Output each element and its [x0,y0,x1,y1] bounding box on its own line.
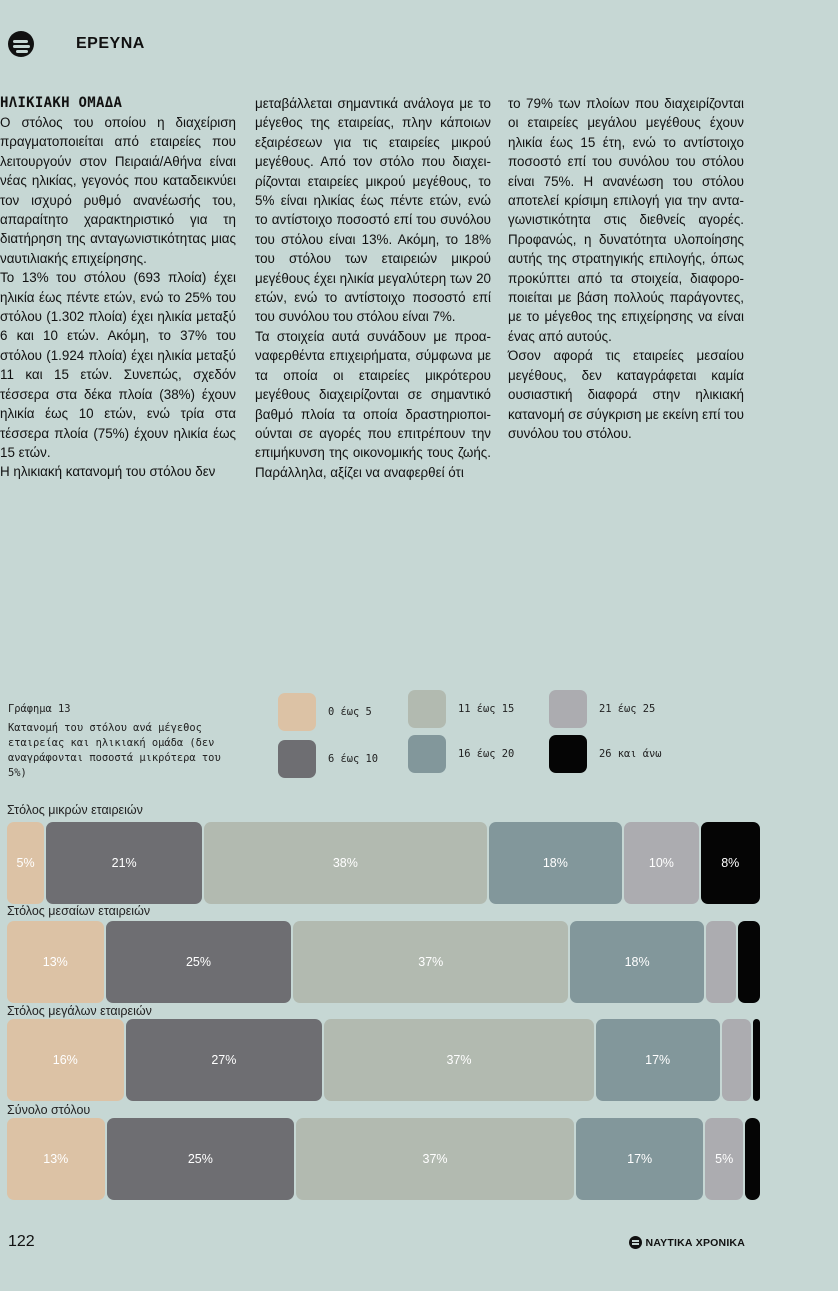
bar-data-label: 17% [627,1152,653,1166]
bar-segment [596,1019,720,1101]
bar-segment [204,822,486,904]
row-label: Στόλος μεγάλων εταιρειών [7,1004,152,1018]
legend-item [549,735,662,773]
bar-data-label: 10% [648,856,674,870]
article-column-3 [508,94,744,443]
bar-data-label: 25% [187,1152,213,1166]
bar-segment [7,1019,124,1101]
chart-number: Γράφημα 13 [8,703,71,715]
bar-data-label: 38% [332,856,358,870]
bar-segment [7,921,104,1003]
bar-data-label: 25% [185,955,211,969]
bar-segment [107,1118,295,1200]
bar-data-label: 8% [721,856,740,870]
bar-data-label: 17% [645,1053,671,1067]
legend-swatch [549,690,587,728]
footer-brand [629,1236,745,1249]
bar-data-label: 16% [52,1053,78,1067]
paragraph: Ο στόλος του οποίου η διαχείριση πραγματοποιείται από εταιρείες που λειτουργούν στον Πειραιά/Αθήνα είναι νέας ηλικίας, γεγονός που καταδεικνύει τον ισχυρό ρυθμό ανανέωσής του, απαραίτητο χαρακτηριστικό για τη διατήρηση της ανταγωνιστικότητας μιας ναυτιλιακής επιχείρησης. [0,115,236,266]
bar-segment [576,1118,704,1200]
bar-segment [753,1019,760,1101]
ship-logo-icon [629,1236,642,1249]
legend-item [278,740,378,778]
legend-swatch [408,735,446,773]
bar-data-label: 18% [542,856,568,870]
bar-segment [705,1118,743,1200]
legend-swatch [549,735,587,773]
bar-data-label: 27% [211,1053,237,1067]
chart-caption [8,702,238,781]
bar-segment [293,921,568,1003]
bar-segment [570,921,704,1003]
bar-data-label: 5% [715,1152,734,1166]
page-header [8,31,408,59]
legend-swatch [278,693,316,731]
paragraph: μεταβάλλεται σημαντικά ανάλογα με το μέγεθος της εταιρείας, πλην κάποιων εξαιρέσεων για τις εταιρείες μικρού μεγέθους. Από τον στόλο που διαχειρίζονται εταιρείες μικρού μεγέθους, το 5% είναι ηλικίας έως πέντε ετών, ενώ το αντίστοιχο ποσοστό επί του συνόλου του στόλου είναι 13%. Ακόμη, το 18% του στόλου των εταιρειών μικρού μεγέθους έχει ηλικία μεγαλύτερη των 20 ετών, ενώ το αντίστοιχο ποσοστό επί του συνόλου του στόλου είναι 7%. [255,96,491,325]
chart-title: Κατανομή του στόλου ανά μέγεθος εταιρείας και ηλικιακή ομάδα (δεν αναγράφονται ποσοστά μικρότερα του 5%) [8,722,221,779]
row-label: Στόλος μεσαίων εταιρειών [7,904,151,918]
ship-logo-icon [8,31,34,57]
legend-item [408,690,514,728]
paragraph: το 79% των πλοίων που διαχειρίζονται οι εταιρείες μεγάλου μεγέθους έχουν ηλικία έως 15 έτη, ενώ το αντίστοιχο ποσοστό επί του συνόλου του στόλου είναι 75%. Η ανανέωση του στόλου αποτελεί κρίσιμη επιλογή για την ανταγωνιστικότητα στις διεθνείς αγορές. Προφανώς, η δυνατότητα υλοποίησης αυτής της στρατηγικής επιλογής, όπως προκύπτει από τα στοιχεία, διαφοροποιείται με βάση πολλούς παράγοντες, με το μέγεθος της επιχείρησης να είναι ένας από αυτούς. [508,96,744,344]
legend-swatch [278,740,316,778]
page-number: 122 [8,1233,35,1250]
bar-data-label: 18% [624,955,650,969]
article-column-1 [0,94,236,482]
legend-label: 11 έως 15 [458,703,515,715]
paragraph: Τα στοιχεία αυτά συνάδουν με προαναφερθέντα επιχειρήματα, σύμφωνα με τα οποία οι εταιρείες μικρότερου μεγέθους διαχειρίζονται σε σημαντικό βαθμό πλοία τα οποία δραστηριοποιούνται σε αγορές που επιτρέπουν την επιμήκυνση της οικονομικής τους ζωής. Παράλληλα, αξίζει να αναφερθεί ότι [255,328,491,480]
bar-segment [738,921,760,1003]
bar-segment [324,1019,594,1101]
subheading: ΗΛΙΚΙΑΚΗ ΟΜΑΔΑ [0,95,123,111]
bar-data-label: 37% [446,1053,472,1067]
bar-data-label: 5% [16,856,35,870]
row-label: Σύνολο στόλου [7,1103,91,1117]
bar-segment [706,921,736,1003]
paragraph: Όσον αφορά τις εταιρείες μεσαίου μεγέθους, δεν καταγράφεται καμία ουσιαστική διαφορά στην ηλικιακή κατανομή σε σύγκριση με εκείνη επί του συνόλου του στόλου. [508,348,744,441]
legend-label: 16 έως 20 [458,748,515,760]
bar-segment [489,822,623,904]
bar-segment [126,1019,323,1101]
legend-label: 0 έως 5 [328,706,372,718]
brand-name: ΝΑΥΤΙΚΑ ΧΡΟΝΙΚΑ [645,1236,745,1249]
bar-data-label: 13% [42,955,68,969]
paragraph: Το 13% του στόλου (693 πλοία) έχει ηλικία έως πέντε ετών, ενώ το 25% του στόλου (1.302 πλοία) έχει ηλικία μεταξύ 6 και 10 ετών. Ακόμη, το 37% του στόλου (1.924 πλοία) έχει ηλικία μεταξύ 11 και 15 ετών. Συνεπώς, σχεδόν τέσσερα στα δέκα πλοία (38%) έχουν ηλικία έως 10 ετών, ενώ τρία στα τέσσερα πλοία (75%) έχουν ηλικία έως 15 ετών. [0,270,236,460]
legend-item [278,693,372,731]
bar-segment [624,822,698,904]
article-column-2 [255,94,491,482]
bar-data-label: 21% [111,856,137,870]
legend-item [549,690,655,728]
bar-segment [701,822,760,904]
legend-label: 21 έως 25 [599,703,656,715]
legend-label: 6 έως 10 [328,753,379,765]
bar-segment [46,822,202,904]
legend-swatch [408,690,446,728]
bar-segment [722,1019,751,1101]
bar-segment [745,1118,760,1200]
bar-data-label: 13% [43,1152,69,1166]
row-label: Στόλος μικρών εταιρειών [7,803,143,817]
bar-segment [7,822,44,904]
section-title: ΕΡΕΥΝΑ [76,35,145,52]
paragraph: Η ηλικιακή κατανομή του στόλου δεν [0,464,216,480]
bar-segment [296,1118,574,1200]
legend-item [408,735,514,773]
bar-segment [106,921,292,1003]
legend-label: 26 και άνω [599,748,662,760]
bar-data-label: 37% [418,955,444,969]
bar-segment [7,1118,105,1200]
bar-data-label: 37% [422,1152,448,1166]
